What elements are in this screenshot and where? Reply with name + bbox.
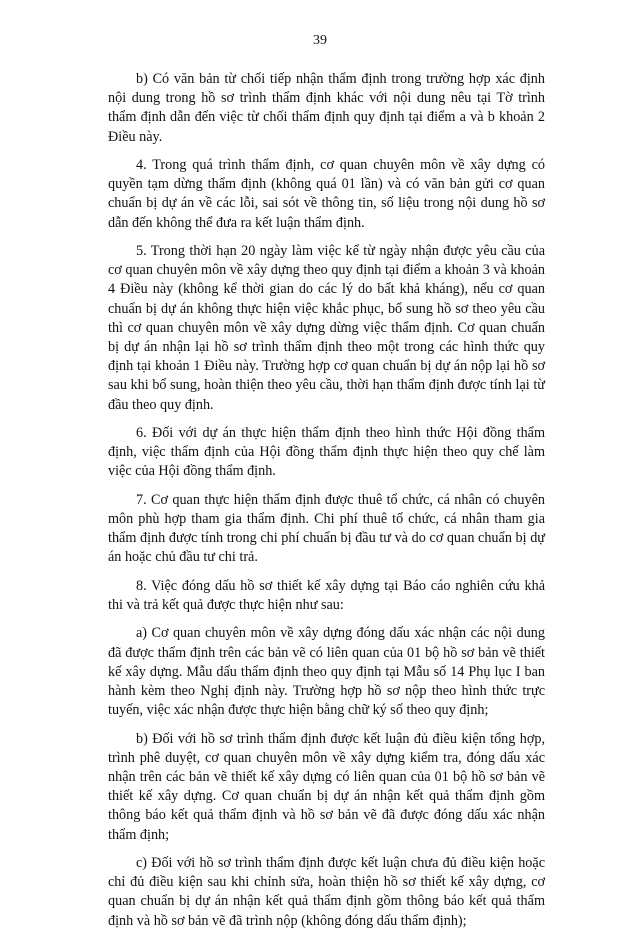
paragraph-3b: b) Có văn bản từ chối tiếp nhận thẩm định trong trường hợp xác định nội dung trong hồ sơ trình thẩm định khác với nội dung nêu tại Tờ trình thẩm định dẫn đến việc từ chối thẩm định quy định tại điểm a và b khoản 2 Điều này.	[108, 71, 545, 145]
paragraph-5: 5. Trong thời hạn 20 ngày làm việc kể từ ngày nhận được yêu cầu của cơ quan chuyên môn về xây dựng theo quy định tại điểm a khoản 3 và khoản 4 Điều này (không kể thời gian do các lý do bất khả kháng), nếu cơ quan chuẩn bị dự án không thực hiện việc khắc phục, bổ sung hồ sơ theo yêu cầu thì cơ quan chuyên môn về xây dựng dừng việc thẩm định. Cơ quan chuẩn bị dự án nhận lại hồ sơ trình thẩm định theo một trong các hình thức quy định tại khoản 1 Điều này. Trường hợp cơ quan chuẩn bị dự án nộp lại hồ sơ sau khi bổ sung, hoàn thiện theo yêu cầu, thời hạn thẩm định được tính lại từ đầu theo quy định.	[108, 243, 545, 413]
paragraph-7: 7. Cơ quan thực hiện thẩm định được thuê tổ chức, cá nhân có chuyên môn phù hợp tham gia thẩm định. Chi phí thuê tổ chức, cá nhân tham gia thẩm định được tính trong chi phí chuẩn bị đầu tư và do cơ quan chuẩn bị dự án hoặc chủ đầu tư chi trả.	[108, 491, 545, 566]
paragraph-8c: c) Đối với hồ sơ trình thẩm định được kết luận chưa đủ điều kiện hoặc chỉ đủ điều kiện sau khi chỉnh sửa, hoàn thiện hồ sơ thiết kế xây dựng, cơ quan chuẩn bị dự án nhận kết quả thẩm định gồm thông báo kết quả thẩm định và hồ sơ bản vẽ đã trình nộp (không đóng dấu thẩm định);	[108, 855, 545, 929]
document-body	[108, 70, 545, 940]
paragraph-6: 6. Đối với dự án thực hiện thẩm định theo hình thức Hội đồng thẩm định, việc thẩm định của Hội đồng thẩm định thực hiện theo quy chế làm việc của Hội đồng thẩm định.	[108, 425, 545, 480]
paragraph-4: 4. Trong quá trình thẩm định, cơ quan chuyên môn về xây dựng có quyền tạm dừng thẩm định (không quá 01 lần) và có văn bản gửi cơ quan chuẩn bị dự án về các lỗi, sai sót về thông tin, số liệu trong nội dung hồ sơ dẫn đến không thể đưa ra kết luận thẩm định.	[108, 157, 545, 231]
paragraph-8a: a) Cơ quan chuyên môn về xây dựng đóng dấu xác nhận các nội dung đã được thẩm định trên các bản vẽ có liên quan của 01 bộ hồ sơ bản vẽ thiết kế xây dựng. Mẫu dấu thẩm định theo quy định tại Mẫu số 14 Phụ lục I ban hành kèm theo Nghị định này. Trường hợp hồ sơ nộp theo hình thức trực tuyến, việc xác nhận được thực hiện bằng chữ ký số theo quy định;	[108, 625, 545, 719]
page-number: 39	[313, 33, 327, 48]
paragraph-8: 8. Việc đóng dấu hồ sơ thiết kế xây dựng tại Báo cáo nghiên cứu khả thi và trả kết quả được thực hiện như sau:	[108, 577, 545, 614]
paragraph-8b: b) Đối với hồ sơ trình thẩm định được kết luận đủ điều kiện tổng hợp, trình phê duyệt, cơ quan chuyên môn về xây dựng kiểm tra, đóng dấu xác nhận trên các bản vẽ thiết kế xây dựng có liên quan của 01 bộ hồ sơ bản vẽ thiết kế xây dựng. Cơ quan chuẩn bị dự án nhận kết quả thẩm định gồm thông báo kết quả thẩm định và hồ sơ bản vẽ đã được đóng dấu xác nhận thẩm định;	[108, 730, 545, 843]
